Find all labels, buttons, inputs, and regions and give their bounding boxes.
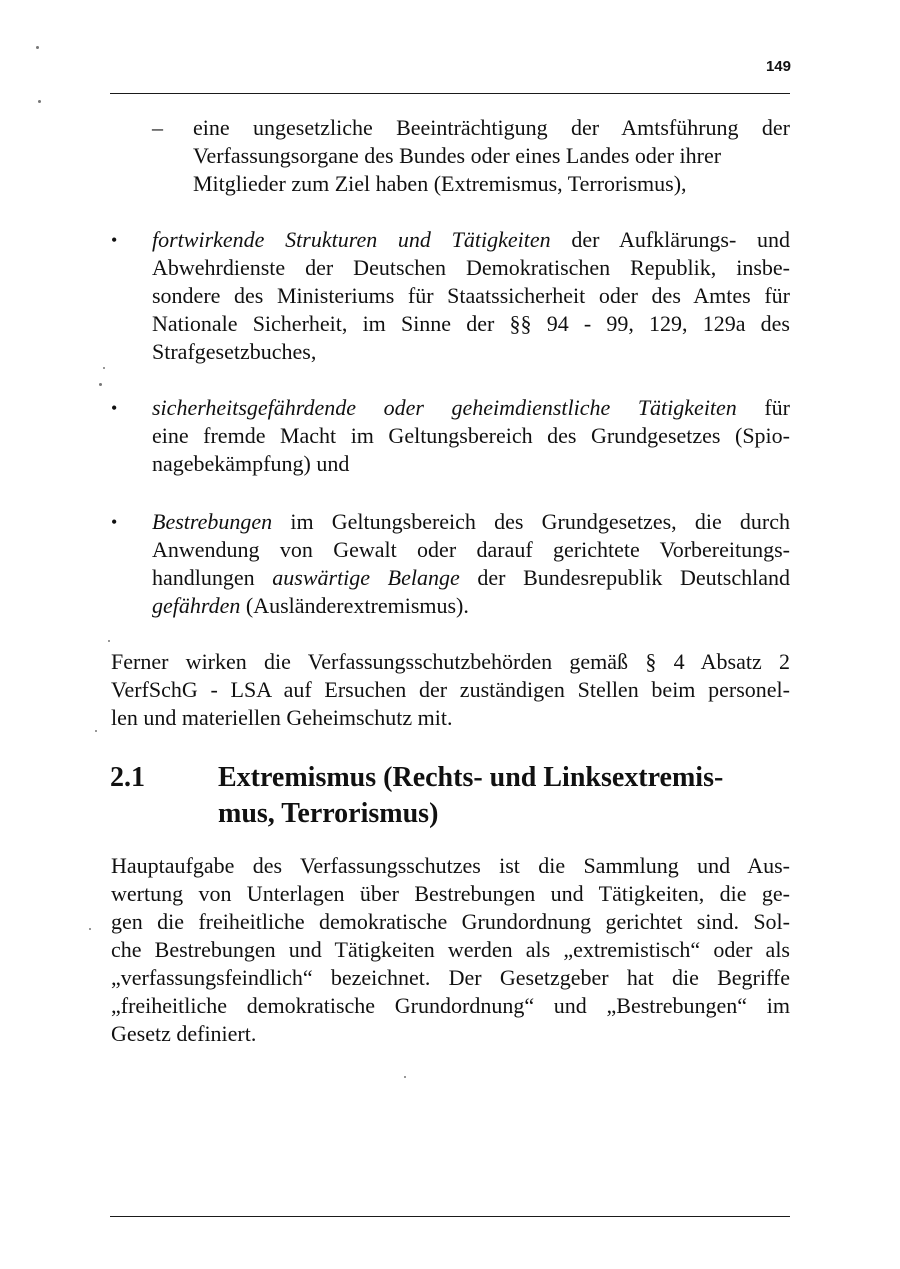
paragraph-line: Ferner wirken die Verfassungsschutzbehörden gemäß § 4 Absatz 2 (111, 649, 790, 674)
scan-speck (36, 46, 39, 49)
emphasis-text: sicherheitsgefährdende oder geheimdienstliche Tätigkeiten (152, 395, 737, 420)
bullet-item-line: eine fremde Macht im Geltungsbereich des Grundgesetzes (Spio- (152, 423, 790, 448)
paragraph-line: Hauptaufgabe des Verfassungsschutzes ist die Sammlung und Aus- (111, 853, 790, 878)
dash-item-line: Mitglieder zum Ziel haben (Extremismus, Terrorismus), (193, 171, 687, 196)
line-text: (Ausländerextremismus). (240, 593, 469, 618)
line-text: für (736, 395, 790, 420)
bullet-item-line (152, 226, 790, 254)
scan-speck (95, 730, 97, 732)
footer-rule (110, 1216, 790, 1217)
bullet-item-line: Abwehrdienste der Deutschen Demokratischen Republik, insbe- (152, 255, 790, 280)
bullet-item-line: Anwendung von Gewalt oder darauf gerichtete Vorbereitungs- (152, 537, 790, 562)
scan-speck (99, 383, 102, 386)
section-number: 2.1 (110, 762, 145, 793)
bullet-item-line (152, 592, 469, 620)
scan-speck (38, 100, 41, 103)
bullet-marker: • (111, 230, 118, 250)
section-title-line: mus, Terrorismus) (218, 798, 439, 829)
header-rule (110, 93, 790, 94)
bullet-item-line (152, 394, 790, 422)
bullet-item-line: Nationale Sicherheit, im Sinne der §§ 94 - 99, 129, 129a des (152, 311, 790, 336)
paragraph-line: VerfSchG - LSA auf Ersuchen der zuständigen Stellen beim personel- (111, 677, 790, 702)
scan-speck (404, 1076, 406, 1078)
emphasis-text: fortwirkende Strukturen und Tätigkeiten (152, 227, 551, 252)
bullet-item-line: nagebekämpfung) und (152, 451, 350, 476)
line-text: der Aufklärungs- und (550, 227, 790, 252)
bullet-item-line: Strafgesetzbuches, (152, 339, 317, 364)
paragraph-line: che Bestrebungen und Tätigkeiten werden als „extremistisch“ oder als (111, 937, 790, 962)
paragraph-line: „freiheitliche demokratische Grundordnung“ und „Bestrebungen“ im (111, 993, 790, 1018)
emphasis-text: gefährden (152, 593, 241, 618)
emphasis-text: Bestrebungen (152, 509, 273, 534)
section-title-line: Extremismus (Rechts- und Linksextremis- (218, 762, 724, 793)
line-text: im Geltungsbereich des Grundgesetzes, die durch (272, 509, 790, 534)
dash-item-line: Verfassungsorgane des Bundes oder eines Landes oder ihrer (193, 143, 722, 168)
paragraph-line: gen die freiheitliche demokratische Grundordnung gerichtet sind. Sol- (111, 909, 790, 934)
scan-speck (89, 928, 91, 930)
bullet-item-line (152, 508, 790, 536)
paragraph-line: len und materiellen Geheimschutz mit. (111, 705, 453, 730)
paragraph-line: wertung von Unterlagen über Bestrebungen und Tätigkeiten, die ge- (111, 881, 790, 906)
paragraph-line: Gesetz definiert. (111, 1021, 257, 1046)
bullet-item-line: sondere des Ministeriums für Staatssicherheit oder des Amtes für (152, 283, 790, 308)
emphasis-text: auswärtige Belange (272, 565, 460, 590)
bullet-marker: • (111, 398, 118, 418)
line-text: handlungen (152, 565, 273, 590)
dash-marker: – (152, 115, 163, 140)
bullet-item-line (152, 564, 790, 592)
scan-speck (108, 640, 110, 642)
paragraph-line: „verfassungsfeindlich“ bezeichnet. Der Gesetzgeber hat die Begriffe (111, 965, 790, 990)
dash-item-line: eine ungesetzliche Beeinträchtigung der Amtsführung der (193, 115, 790, 140)
scan-speck (103, 367, 105, 369)
page-number: 149 (765, 58, 791, 75)
bullet-marker: • (111, 512, 118, 532)
line-text: der Bundesrepublik Deutschland (459, 565, 790, 590)
